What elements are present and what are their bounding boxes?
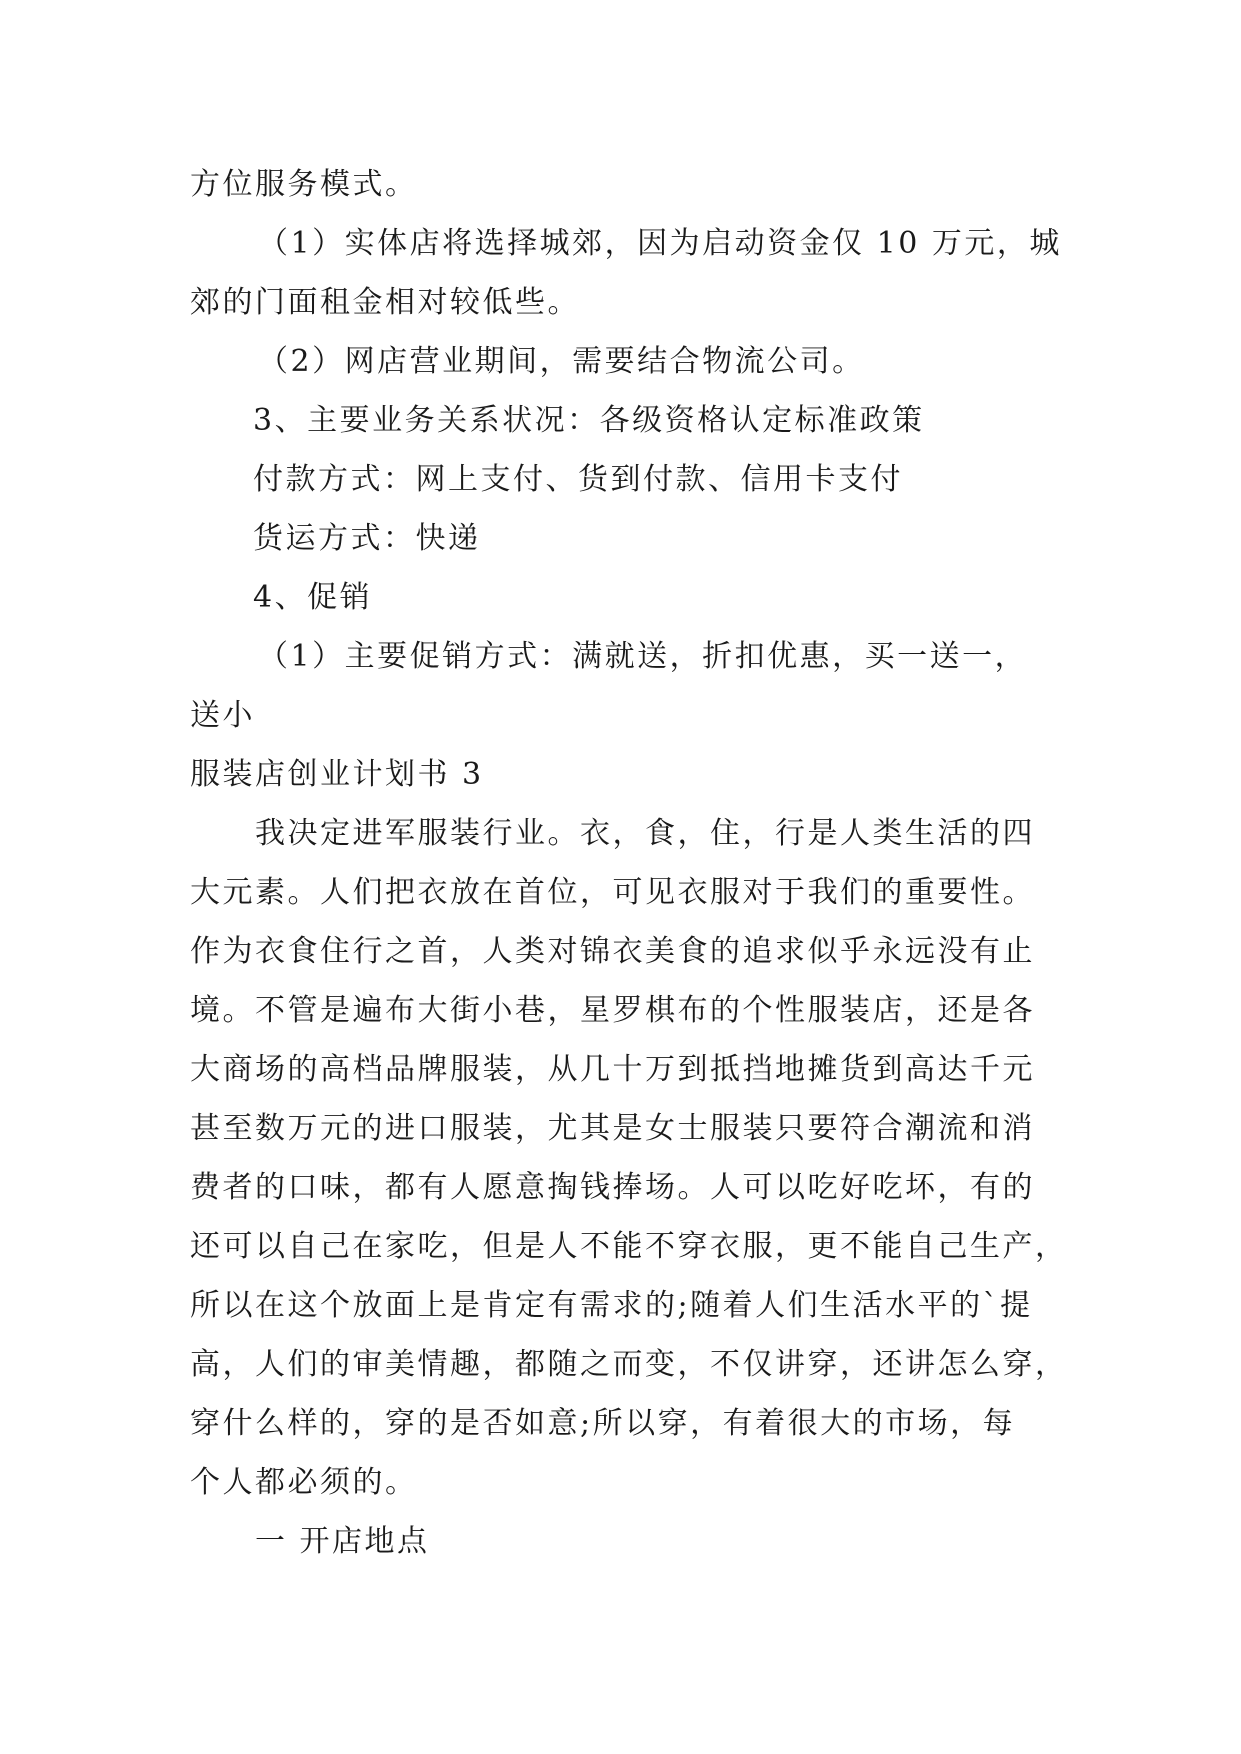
text-line: （1）实体店将选择城郊，因为启动资金仅 10 万元，城 — [258, 226, 1062, 261]
text-line: 穿什么样的，穿的是否如意;所以穿，有着很大的市场，每 — [190, 1406, 1016, 1441]
text-line: 货运方式：快递 — [253, 521, 481, 556]
text-line: 郊的门面租金相对较低些。 — [190, 285, 580, 320]
text-line: 方位服务模式。 — [190, 167, 418, 202]
text-line: 个人都必须的。 — [190, 1465, 418, 1500]
section-title: 服装店创业计划书 3 — [190, 757, 484, 792]
section-heading: 一 开店地点 — [255, 1524, 430, 1559]
text-line: 送小 — [190, 698, 255, 733]
text-line: 费者的口味，都有人愿意掏钱捧场。人可以吃好吃坏，有的 — [190, 1170, 1035, 1205]
text-line: 付款方式：网上支付、货到付款、信用卡支付 — [253, 462, 903, 497]
text-line: 作为衣食住行之首，人类对锦衣美食的追求似乎永远没有止 — [190, 934, 1035, 969]
text-line: 我决定进军服装行业。衣，食，住，行是人类生活的四 — [255, 816, 1035, 851]
text-line: 3、主要业务关系状况：各级资格认定标准政策 — [253, 403, 925, 438]
text-line: 高，人们的审美情趣，都随之而变，不仅讲穿，还讲怎么穿， — [190, 1347, 1068, 1382]
text-line: （2）网店营业期间，需要结合物流公司。 — [258, 344, 865, 379]
text-line: 大商场的高档品牌服装，从几十万到抵挡地摊货到高达千元 — [190, 1052, 1035, 1087]
text-line: 所以在这个放面上是肯定有需求的;随着人们生活水平的`提 — [190, 1288, 1033, 1323]
text-line: 4、促销 — [253, 580, 373, 615]
text-line: 境。不管是遍布大街小巷，星罗棋布的个性服装店，还是各 — [190, 993, 1035, 1028]
text-line: （1）主要促销方式：满就送，折扣优惠，买一送一， — [258, 639, 1028, 674]
text-line: 大元素。人们把衣放在首位，可见衣服对于我们的重要性。 — [190, 875, 1035, 910]
text-line: 还可以自己在家吃，但是人不能不穿衣服，更不能自己生产， — [190, 1229, 1068, 1264]
text-line: 甚至数万元的进口服装，尤其是女士服装只要符合潮流和消 — [190, 1111, 1035, 1146]
